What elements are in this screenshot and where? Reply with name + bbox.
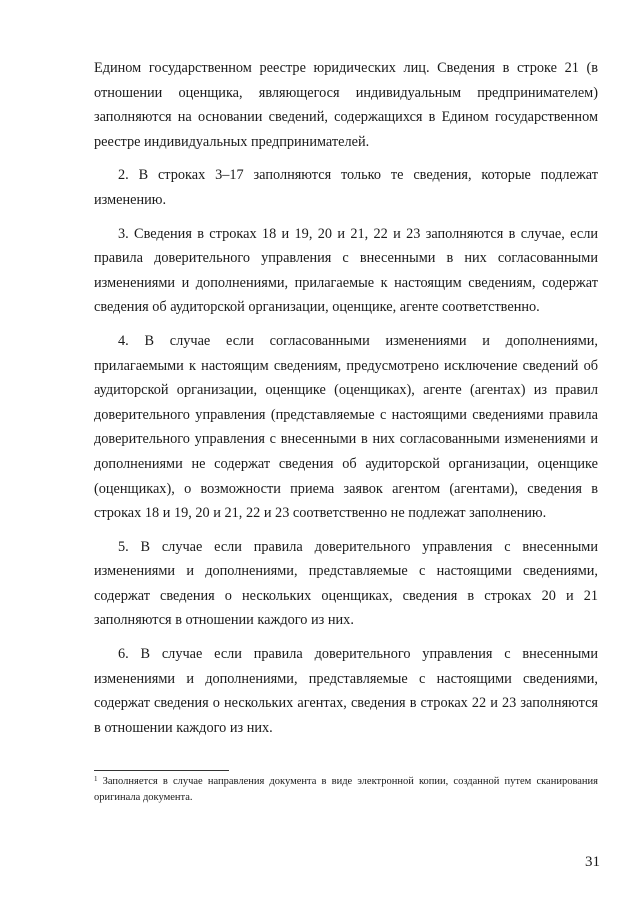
footnote-divider [94,770,229,771]
footnote [94,774,598,806]
paragraph-item-6: 6. В случае если правила доверительного управления с внесенными изменениями и дополнениями, представляемые с настоящими сведениями, содержат сведения о нескольких агентах, сведения в строках 22 и 23 заполняются в отношении каждого из них. [94,646,598,736]
footnote-text: Заполняется в случае направления документа в виде электронной копии, созданной путем сканирования оригинала документа. [94,776,598,803]
paragraph-item-2: 2. В строках 3–17 заполняются только те сведения, которые подлежат изменению. [94,167,598,208]
paragraph-item-5: 5. В случае если правила доверительного управления с внесенными изменениями и дополнениями, представляемые с настоящими сведениями, содержат сведения о нескольких оценщиках, сведения в строках 20 и 21 заполняются в отношении каждого из них. [94,538,598,629]
body-text [94,56,598,749]
paragraph-item-3: 3. Сведения в строках 18 и 19, 20 и 21, 22 и 23 заполняются в случае, если правила доверительного управления с внесенными в них согласованными изменениями и дополнениями, прилагаемые к настоящим сведениям, содержат сведения об аудиторской организации, оценщике, агенте соответственно. [94,225,598,316]
paragraph-continuation: Едином государственном реестре юридических лиц. Сведения в строке 21 (в отношении оценщика, являющегося индивидуальным предпринимателем) заполняются на основании сведений, содержащихся в Едином государственном реестре индивидуальных предпринимателей. [94,60,598,150]
footnote-marker: 1 [94,775,98,783]
page-number: 31 [585,854,600,870]
paragraph-item-4: 4. В случае если согласованными изменениями и дополнениями, прилагаемыми к настоящим сведениям, предусмотрено исключение сведений об аудиторской организации, оценщике (оценщиках), агенте (агентах) из правил доверительного управления (представляемые с настоящими сведениями правила доверительного управления с внесенными в них согласованными изменениями и дополнениями не содержат сведения об аудиторской организации, оценщике (оценщиках), о возможности приема заявок агентом (агентами), сведения в строках 18 и 19, 20 и 21, 22 и 23 соответственно не подлежат заполнению. [94,332,598,522]
